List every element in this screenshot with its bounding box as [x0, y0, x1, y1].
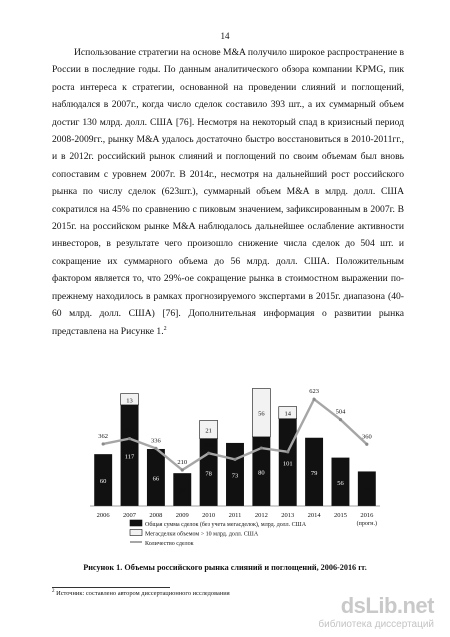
count-label: 308	[203, 442, 214, 450]
x-tick-label: 2015	[333, 512, 347, 519]
count-point	[102, 442, 105, 445]
x-tick-label: 2013	[281, 512, 295, 519]
bar-base-label: 66	[152, 475, 160, 483]
count-point	[365, 443, 368, 446]
figure-caption: Рисунок 1. Объемы российского рынка слияний и поглощений, 2006-2016 гг.	[83, 563, 367, 572]
body-text	[52, 44, 404, 340]
bar-base-label: 38	[179, 487, 186, 495]
count-point	[312, 398, 315, 401]
bar-mega-label: 14	[284, 410, 291, 418]
legend-label: Количество сделок	[145, 541, 194, 547]
count-point	[339, 418, 342, 421]
bar-mega-label: 56	[258, 410, 265, 418]
x-tick-label: 2016	[360, 512, 374, 519]
page-number: 14	[220, 31, 230, 41]
count-label: 316	[282, 440, 293, 448]
paragraph-text: Использование стратегии на основе M&A получило широкое распространение в России в последние годы. По данным аналитического обзора компании KPMG, пик роста интереса к стратегии, основанной на проведении слияний и поглощений, наблюдался в 2007г., когда число сделок составило 393 шт., а их суммарный объем достиг 130 млрд. долл. США [76]. Несмотря на некоторый спад в кризисный период 2008-2009гг., рынку M&A удалось достаточно быстро восстановиться в 2010-2011гг., и в 2012г. российский рынок слияний и поглощений по своим объемам был вновь сопоставим с уровнем 2007г. В 2014г., несмотря на дальнейший рост российского рынка по числу сделок (623шт.), суммарный объем M&A в млрд. долл. США сократился на 45% по сравнению с пиковым значением, зафиксированным в 2007г. В 2015г. на российском рынке M&A наблюдалось дальнейшее ослабление активности инвесторов, в результате чего произошло снижение числа сделок до 504 шт. и сокращение их суммарного объема до 56 млрд. долл. США. Положительным фактором является то, что 29%-ое сокращение рынка в стоимостном выражении по-прежнему находилось в рамках прогнозируемого экспертами в 2015г. диапазона (40-60 млрд. долл. США) [76]. Дополнительная информация о развитии рынка представлена на Рисунке 1.	[52, 47, 404, 337]
chart-svg	[82, 382, 382, 562]
bar-base-label: 101	[282, 460, 293, 468]
bar-base-label: 80	[258, 469, 265, 477]
legend-bar-swatch	[130, 530, 142, 536]
legend-label: Мегасделки объемом > 10 млрд. долл. США	[145, 531, 259, 538]
x-tick-label: 2009	[175, 512, 189, 519]
count-point	[154, 447, 157, 450]
count-point	[207, 452, 210, 455]
bar-base-label: 73	[231, 472, 239, 480]
count-label: 393	[124, 427, 135, 435]
count-point	[128, 437, 131, 440]
count-label: 210	[177, 459, 188, 466]
watermark-subtitle: библиотека диссертаций	[318, 619, 434, 630]
count-label: 360	[361, 433, 372, 441]
bar-mega-label: 21	[205, 427, 212, 435]
x-tick-label: 2006	[96, 512, 110, 519]
bar-base-label: 40	[363, 486, 371, 494]
count-point	[233, 458, 236, 461]
chart	[82, 382, 382, 562]
bar-base-label: 79	[310, 469, 318, 477]
count-label: 504	[335, 408, 346, 416]
count-label: 362	[98, 432, 109, 440]
x-tick-label: 2010	[202, 512, 216, 519]
x-tick-label: 2012	[254, 512, 268, 519]
footnote-divider	[52, 587, 170, 588]
x-tick-label: 2008	[149, 512, 163, 519]
legend-label: Общая сумма сделок (без учета мегасделок), млрд. долл. США	[145, 522, 307, 528]
count-point	[260, 446, 263, 449]
x-tick-label: 2007	[123, 512, 137, 519]
bar-base-label: 117	[124, 453, 135, 461]
count-label: 336	[151, 437, 161, 445]
count-label: 338	[256, 437, 267, 445]
paragraph	[52, 44, 404, 340]
bar-base-label: 78	[205, 470, 212, 478]
bar-base-label: 56	[337, 479, 344, 487]
footnote-ref: 2	[163, 325, 167, 332]
count-point	[286, 450, 289, 453]
bar-mega-label: 13	[126, 397, 133, 405]
footnote-number: 2	[52, 588, 55, 594]
legend-bar-swatch	[130, 520, 142, 526]
x-tick-sublabel: (прогн.)	[356, 521, 378, 527]
footnote-text: Источник: составлено автором диссертационного исследования	[54, 590, 230, 597]
count-point	[181, 468, 184, 471]
count-label: 623	[309, 388, 319, 396]
x-tick-label: 2014	[307, 512, 321, 519]
watermark-logo: dsLib.net	[340, 593, 434, 618]
bar-base-label: 60	[99, 478, 107, 486]
count-label: 272	[230, 448, 240, 456]
x-tick-label: 2011	[228, 512, 242, 519]
watermark	[286, 593, 436, 633]
